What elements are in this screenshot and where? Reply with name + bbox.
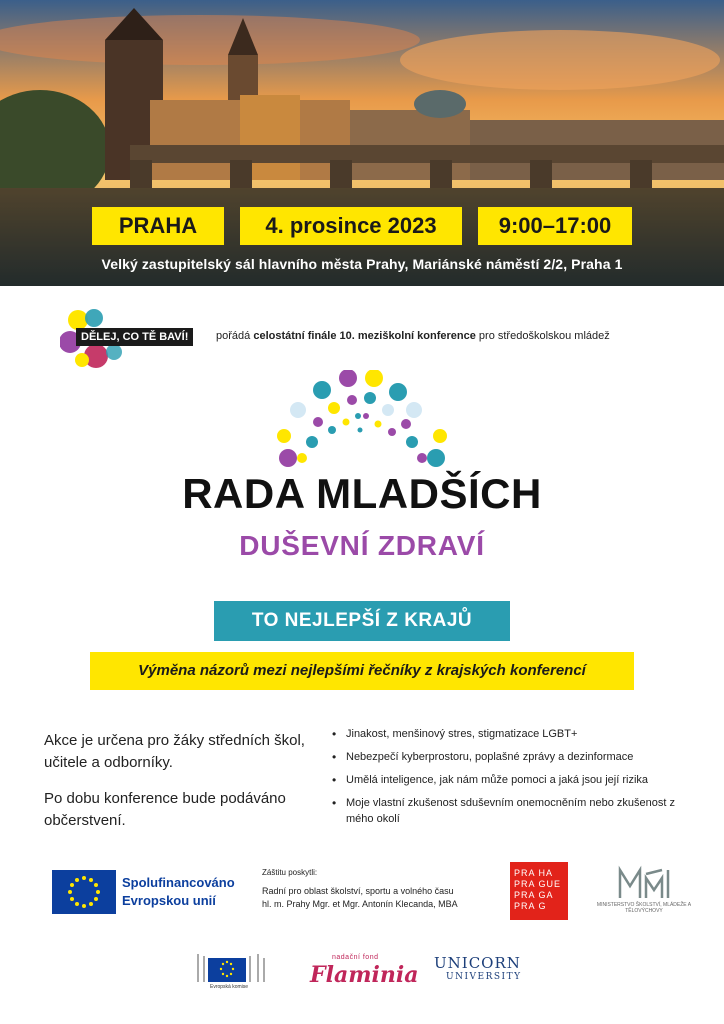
- topic-item: • Nebezpečí kyberprostoru, poplašné zprávy a dezinformace: [330, 749, 700, 765]
- audience-text: Akce je určena pro žáky středních škol, učitele a odborníky.: [44, 732, 305, 771]
- eu-flag-icon: [52, 870, 116, 914]
- event-title: RADA MLADŠÍCH: [182, 470, 542, 517]
- refreshments-text: Po dobu konference bude podáváno občerstvení.: [44, 790, 286, 829]
- dots-arc-graphic: [262, 370, 462, 470]
- eu-cofunding-text: [122, 874, 235, 910]
- topics-list: [330, 726, 700, 834]
- time-label: 9:00–17:00: [478, 207, 632, 245]
- tagline-banner: TO NEJLEPŠÍ Z KRAJŮ: [214, 601, 510, 641]
- organizer-logo-text: DĚLEJ, CO TĚ BAVÍ!: [76, 328, 193, 346]
- organizer-row: [60, 308, 700, 368]
- organizer-prefix: pořádá: [216, 330, 251, 342]
- topic-item: • Moje vlastní zkušenost sduševním onemocněním nebo zkušenost z mého okolí: [330, 795, 700, 827]
- praha-line: PRA GA: [514, 890, 554, 900]
- topic-item: • Umělá inteligence, jak nám může pomoci a jaká jsou její rizika: [330, 772, 700, 788]
- flaminia-small-text: nadační fond: [332, 954, 379, 961]
- patronage-line-1: Radní pro oblast školství, sportu a volného času: [262, 886, 454, 896]
- eu-cofunding-logo: [52, 870, 252, 916]
- msmt-text: MINISTERSTVO ŠKOLSTVÍ, MLÁDEŽE A TĚLOVÝCHOVY: [596, 902, 692, 914]
- organizer-suffix: pro středoškolskou mládež: [478, 330, 610, 342]
- european-commission-logo: [192, 948, 272, 1004]
- praha-line: PRA HA: [514, 868, 554, 878]
- organizer-logo: [60, 308, 210, 368]
- flaminia-logo: [310, 954, 419, 994]
- unicorn-university-logo: [434, 954, 534, 990]
- info-text: [44, 730, 314, 846]
- praha-line: PRA GUE: [514, 879, 562, 889]
- unicorn-name: UNICORN: [434, 954, 521, 972]
- eu-line-2: Evropskou unií: [122, 893, 216, 908]
- msmt-emblem-icon: [614, 864, 674, 900]
- date-label: 4. prosince 2023: [240, 207, 462, 245]
- ec-text: Evropská komise: [210, 984, 249, 990]
- patronage-line-2: hl. m. Prahy Mgr. et Mgr. Antonín Klecanda, MBA: [262, 899, 458, 909]
- patronage-label: Záštitu poskytli:: [262, 868, 318, 877]
- organizer-event-name: celostátní finále 10. meziškolní konference: [253, 330, 476, 342]
- praha-logo: [510, 862, 568, 920]
- hero-banner: [0, 0, 724, 286]
- description-banner: Výměna názorů mezi nejlepšími řečníky z krajských konferencí: [90, 652, 634, 690]
- patronage-block: [262, 866, 512, 911]
- organizer-statement: [216, 330, 610, 342]
- topic-item: • Jinakost, menšinový stres, stigmatizace LGBT+: [330, 726, 700, 742]
- eu-line-1: Spolufinancováno: [122, 875, 235, 890]
- event-subtitle: DUŠEVNÍ ZDRAVÍ: [239, 530, 485, 561]
- venue-address: Velký zastupitelský sál hlavního města Prahy, Mariánské náměstí 2/2, Praha 1: [101, 256, 623, 272]
- msmt-logo: [592, 864, 696, 920]
- praha-line: PRA G: [514, 901, 547, 911]
- unicorn-subtitle: UNIVERSITY: [446, 972, 522, 982]
- city-label: PRAHA: [92, 207, 224, 245]
- flaminia-name: Flaminia: [310, 962, 419, 988]
- ec-building-icon: [192, 948, 272, 988]
